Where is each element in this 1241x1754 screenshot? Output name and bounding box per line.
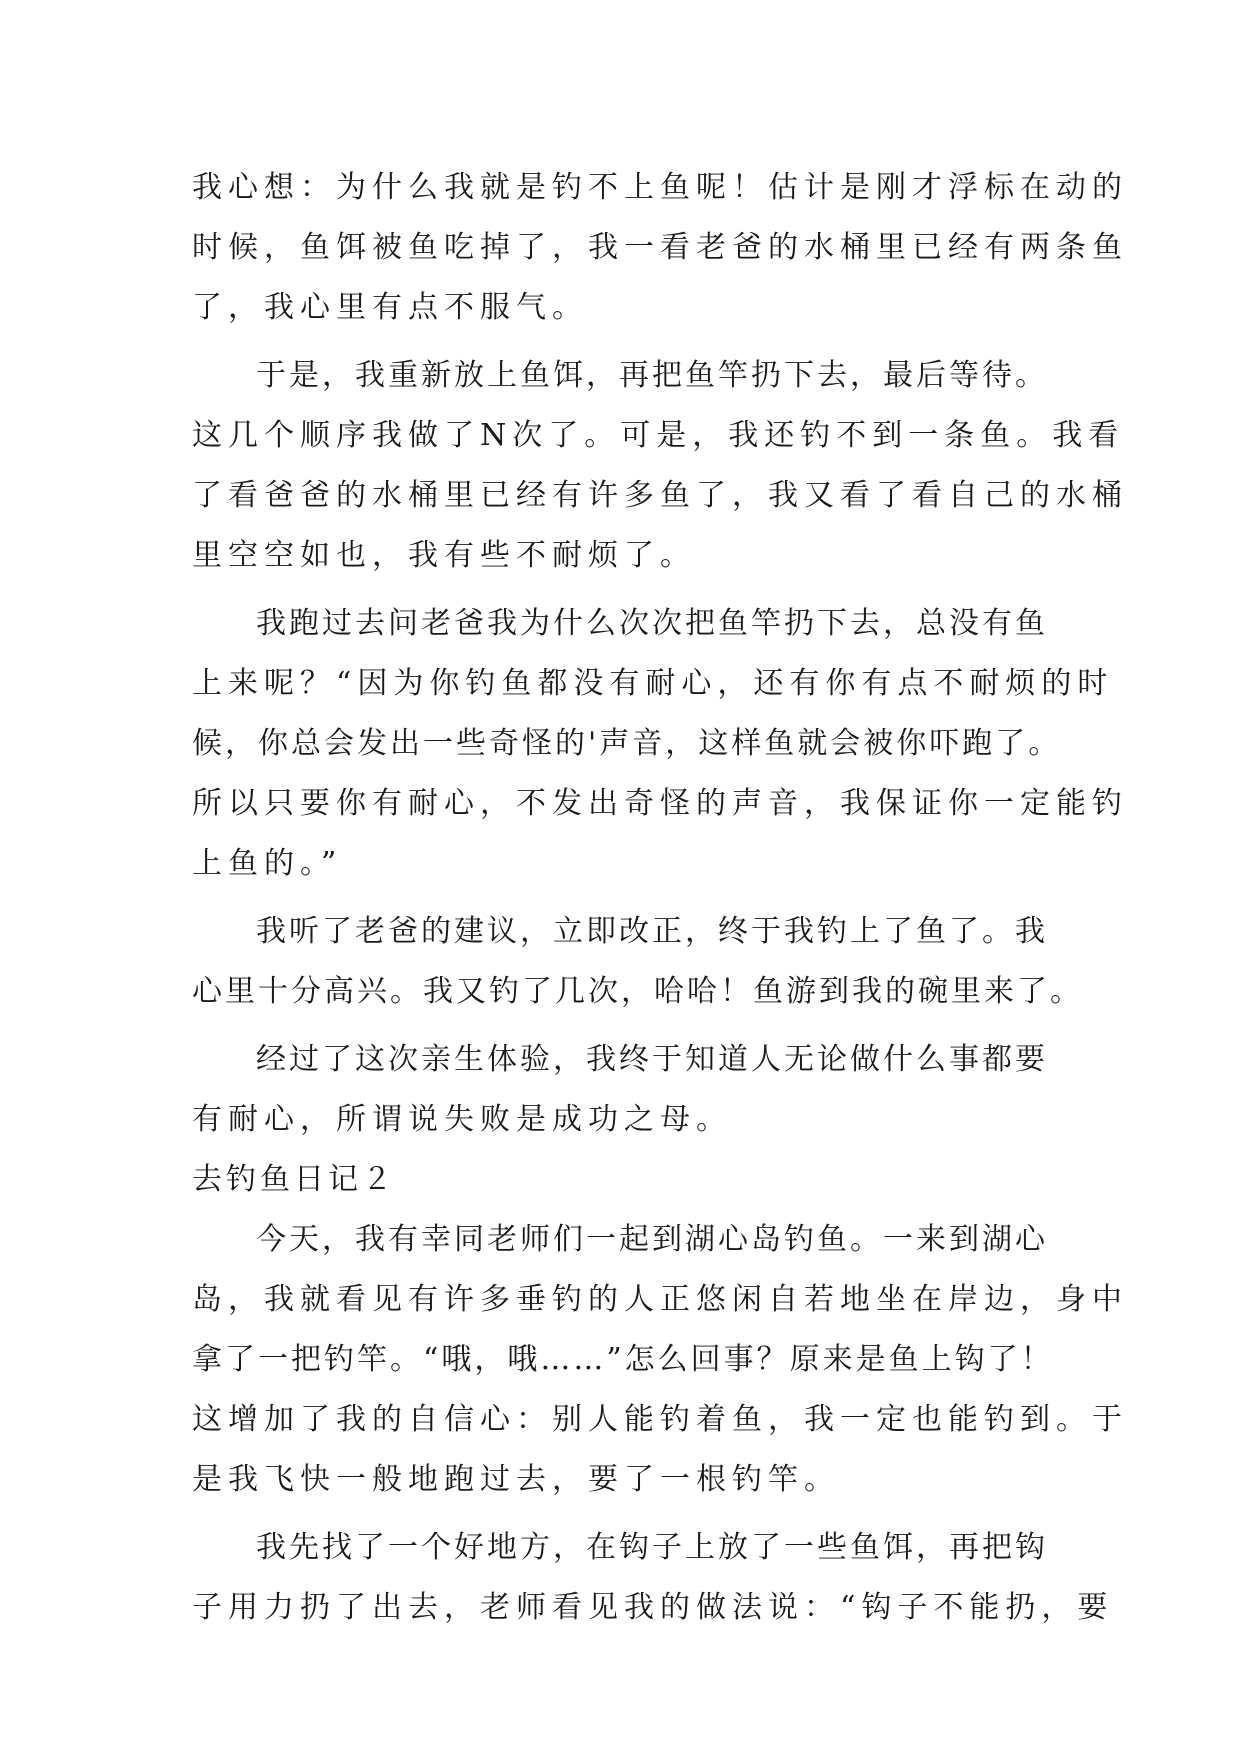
- text-line: 这几个顺序我做了N次了。可是，我还钓不到一条鱼。我看: [192, 418, 1125, 453]
- text-line: 里空空如也，我有些不耐烦了。: [192, 538, 696, 573]
- text-line: 心里十分高兴。我又钓了几次，哈哈！鱼游到我的碗里来了。: [192, 974, 1083, 1009]
- text-line: 岛，我就看见有许多垂钓的人正悠闲自若地坐在岸边，身中: [192, 1282, 1128, 1317]
- document-body: [192, 158, 1128, 1638]
- text-line: 候，你总会发出一些奇怪的'声音，这样鱼就会被你吓跑了。: [192, 726, 1062, 761]
- text-line: 我跑过去问老爸我为什么次次把鱼竿扔下去，总没有鱼: [256, 606, 1048, 641]
- text-line: 了，我心里有点不服气。: [192, 290, 588, 325]
- text-line: 我先找了一个好地方，在钩子上放了一些鱼饵，再把钩: [256, 1530, 1048, 1565]
- text-line: 今天，我有幸同老师们一起到湖心岛钓鱼。一来到湖心: [256, 1222, 1048, 1257]
- text-line: 所以只要你有耐心，不发出奇怪的声音，我保证你一定能钓: [192, 786, 1128, 821]
- text-line: 上来呢？“因为你钓鱼都没有耐心，还有你有点不耐烦的时: [192, 666, 1114, 701]
- text-line: 我听了老爸的建议，立即改正，终于我钓上了鱼了。我: [256, 914, 1048, 949]
- text-line: 经过了这次亲生体验，我终于知道人无论做什么事都要: [256, 1042, 1048, 1077]
- text-line: 于是，我重新放上鱼饵，再把鱼竿扔下去，最后等待。: [256, 358, 1048, 393]
- text-line: 拿了一把钓竿。“哦，哦……”怎么回事？原来是鱼上钩了！: [192, 1342, 1054, 1377]
- text-line: 子用力扔了出去，老师看见我的做法说：“钩子不能扔，要: [192, 1590, 1114, 1625]
- text-line: 有耐心，所谓说失败是成功之母。: [192, 1102, 732, 1137]
- section-title: 去钓鱼日记２: [192, 1162, 396, 1197]
- text-line: 时候，鱼饵被鱼吃掉了，我一看老爸的水桶里已经有两条鱼: [192, 230, 1128, 265]
- text-line: 我心想：为什么我就是钓不上鱼呢！估计是刚才浮标在动的: [192, 170, 1128, 205]
- text-line: 是我飞快一般地跑过去，要了一根钓竿。: [192, 1462, 840, 1497]
- text-line: 上鱼的。”: [192, 846, 343, 881]
- text-line: 了看爸爸的水桶里已经有许多鱼了，我又看了看自己的水桶: [192, 478, 1128, 513]
- text-line: 这增加了我的自信心：别人能钓着鱼，我一定也能钓到。于: [192, 1402, 1128, 1437]
